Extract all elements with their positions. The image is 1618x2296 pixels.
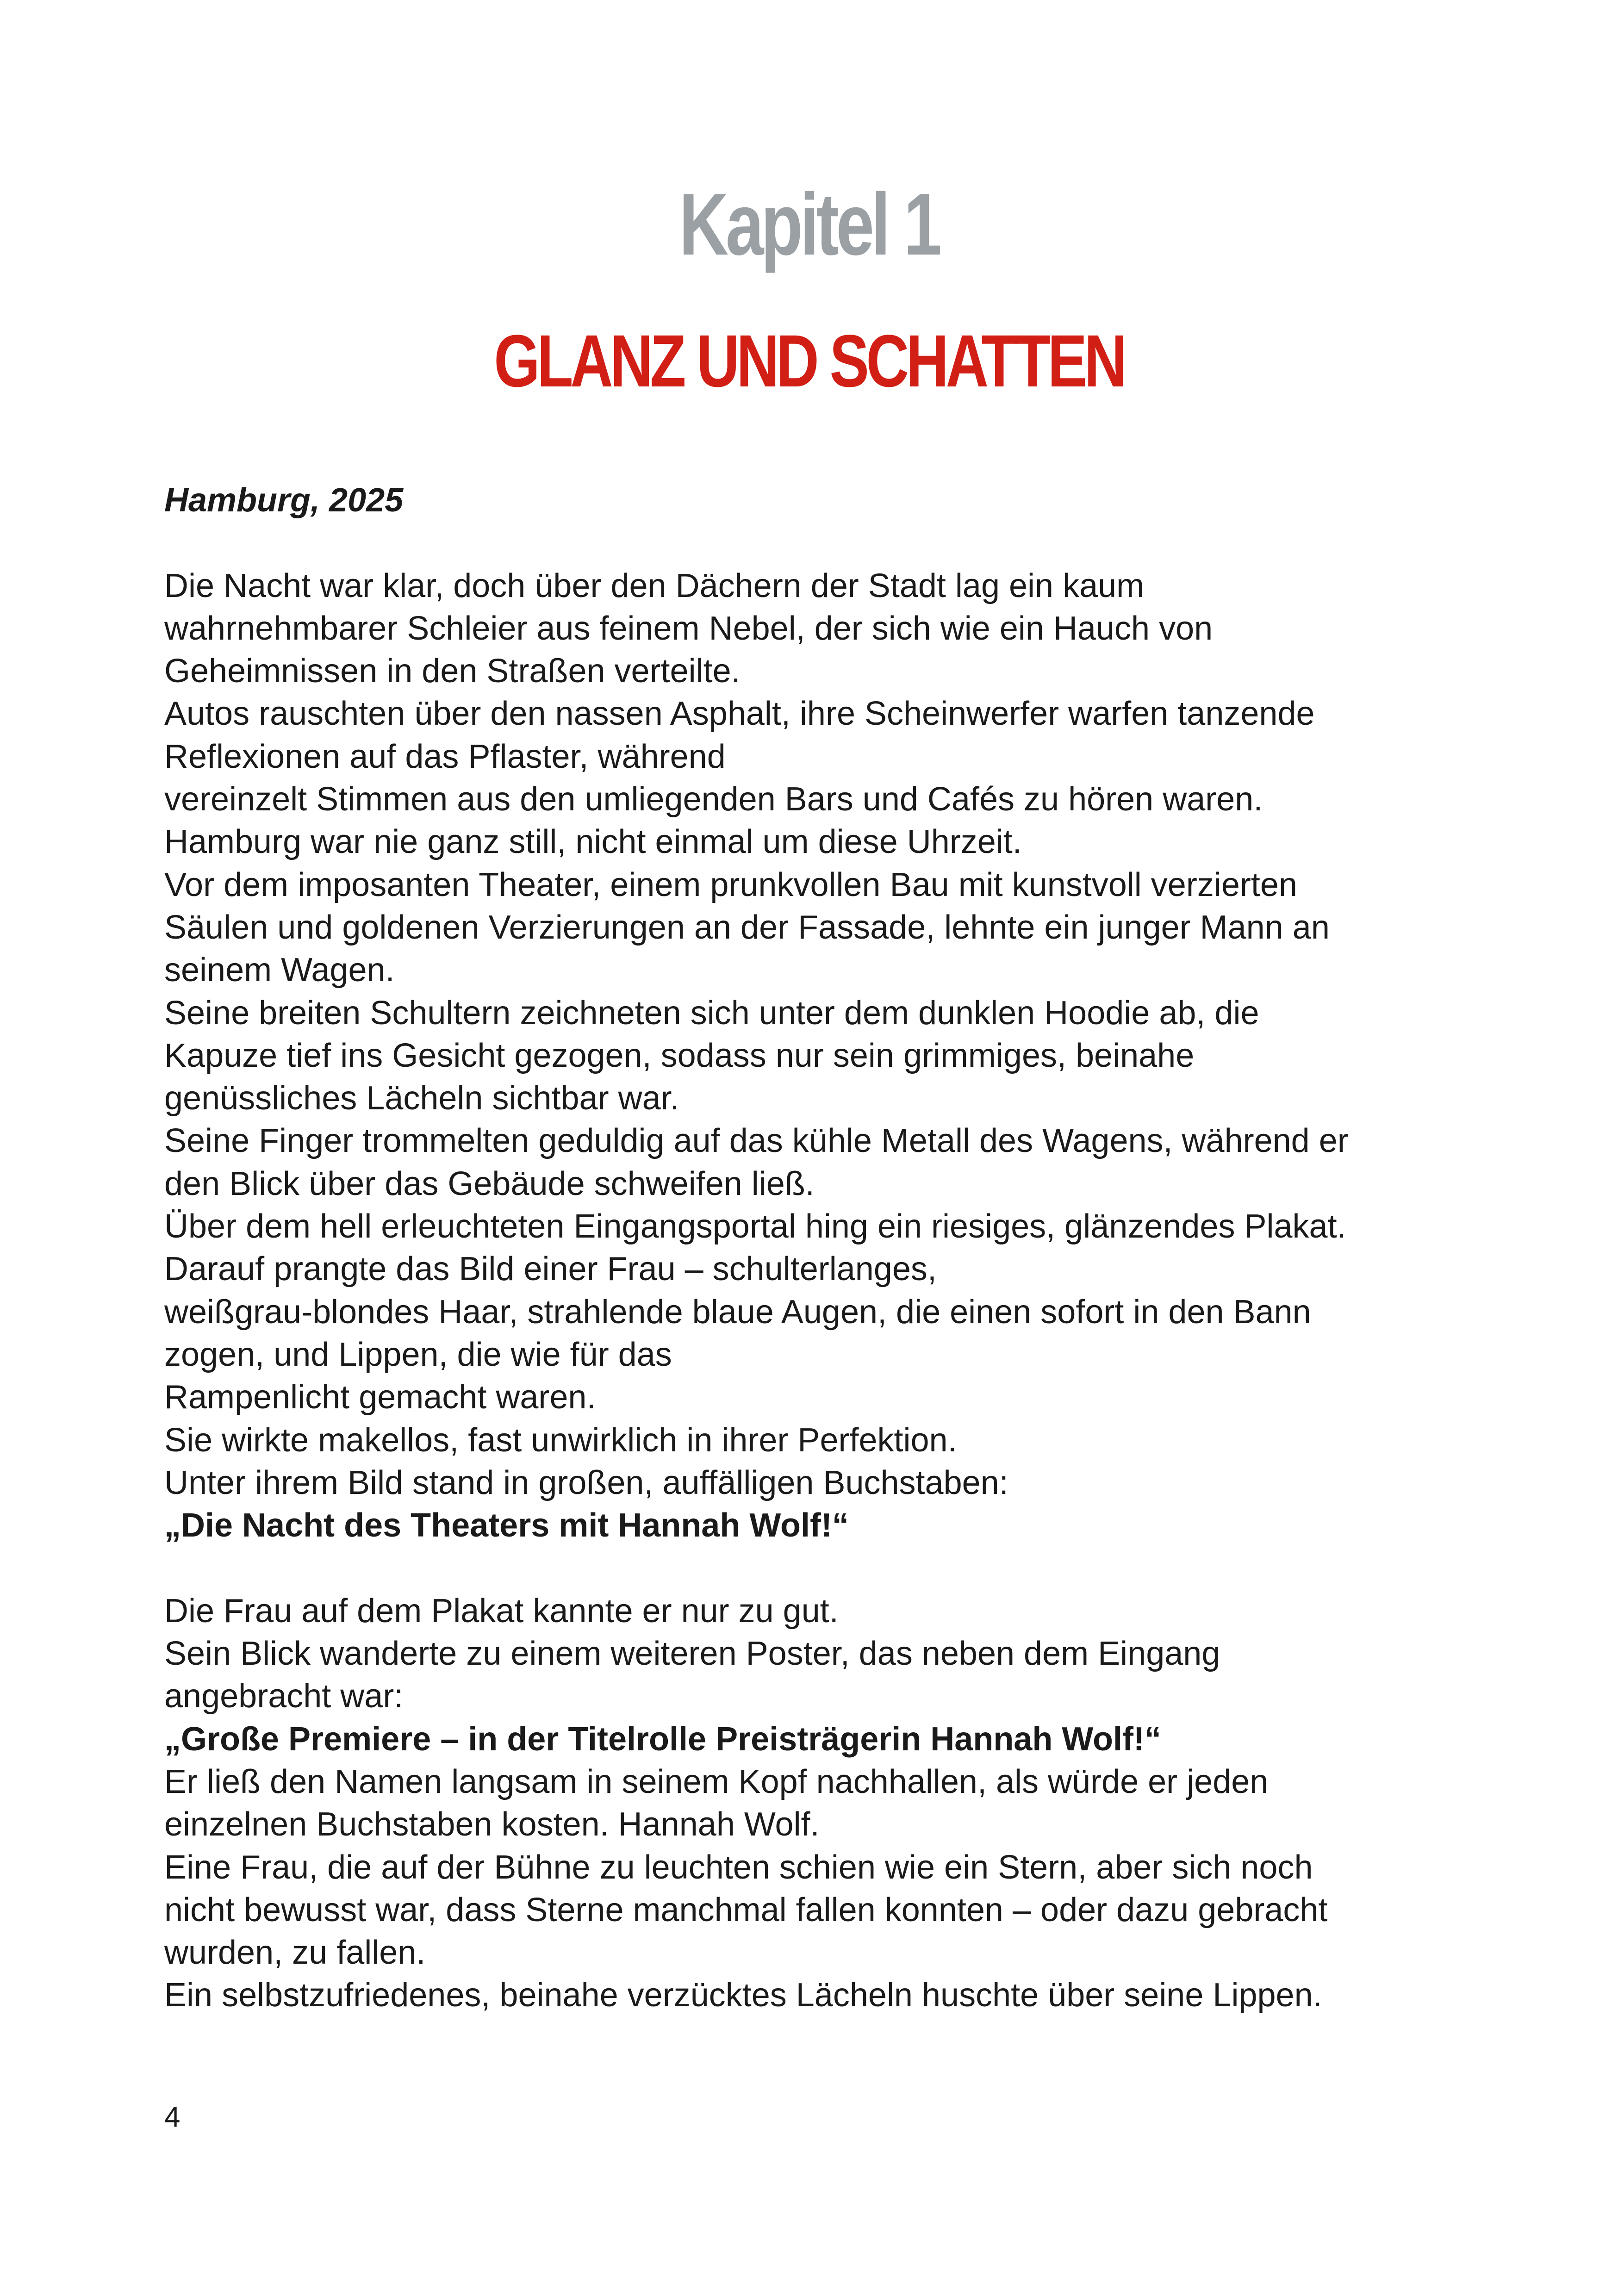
text-line: wurden, zu fallen. [164, 1934, 426, 1972]
text-line: nicht bewusst war, dass Sterne manchmal fallen konnten – oder dazu gebracht [164, 1891, 1328, 1929]
text-line: Geheimnissen in den Straßen verteilte. [164, 653, 741, 690]
text-line: Hamburg war nie ganz still, nicht einmal um diese Uhrzeit. [164, 823, 1022, 861]
poster-quote-1: „Die Nacht des Theaters mit Hannah Wolf!“ [164, 1507, 849, 1544]
text-line: wahrnehmbarer Schleier aus feinem Nebel, der sich wie ein Hauch von [164, 610, 1213, 647]
paragraph-1 [164, 565, 1460, 1505]
paragraph-3 [164, 1761, 1460, 2017]
paragraph-2 [164, 1590, 1460, 1718]
text-line: einzelnen Buchstaben kosten. Hannah Wolf. [164, 1806, 820, 1843]
text-line: den Blick über das Gebäude schweifen ließ. [164, 1165, 815, 1202]
chapter-label: Kapitel 1 [679, 175, 939, 274]
chapter-body [164, 479, 1460, 2017]
text-line: Reflexionen auf das Pflaster, während [164, 738, 726, 775]
poster-quote-2: „Große Premiere – in der Titelrolle Preisträgerin Hannah Wolf!“ [164, 1720, 1161, 1758]
text-line: Säulen und goldenen Verzierungen an der Fassade, lehnte ein junger Mann an [164, 908, 1330, 946]
blank-line [164, 522, 1460, 564]
text-line: weißgrau-blondes Haar, strahlende blaue Augen, die einen sofort in den Bann [164, 1293, 1311, 1331]
text-line: Rampenlicht gemacht waren. [164, 1379, 596, 1416]
text-line: zogen, und Lippen, die wie für das [164, 1336, 672, 1373]
text-line: Autos rauschten über den nassen Asphalt, ihre Scheinwerfer warfen tanzende [164, 695, 1315, 733]
text-line: seinem Wagen. [164, 952, 395, 989]
text-line: Eine Frau, die auf der Bühne zu leuchten schien wie ein Stern, aber sich noch [164, 1848, 1313, 1886]
text-line: Sie wirkte makellos, fast unwirklich in ihrer Perfektion. [164, 1421, 957, 1459]
text-line: Über dem hell erleuchteten Eingangsportal hing ein riesiges, glänzendes Plakat. [164, 1208, 1346, 1245]
text-line: Sein Blick wanderte zu einem weiteren Poster, das neben dem Eingang [164, 1635, 1220, 1673]
blank-line [164, 1547, 1460, 1589]
text-line: Die Nacht war klar, doch über den Dächern der Stadt lag ein kaum [164, 567, 1145, 604]
dateline: Hamburg, 2025 [164, 482, 404, 519]
text-line: Darauf prangte das Bild einer Frau – schulterlanges, [164, 1251, 937, 1288]
text-line: Seine Finger trommelten geduldig auf das kühle Metall des Wagens, während er [164, 1122, 1349, 1160]
text-line: Die Frau auf dem Plakat kannte er nur zu gut. [164, 1592, 839, 1630]
text-line: Unter ihrem Bild stand in großen, auffälligen Buchstaben: [164, 1464, 1008, 1501]
text-line: Kapuze tief ins Gesicht gezogen, sodass nur sein grimmiges, beinahe [164, 1037, 1195, 1074]
text-line: Seine breiten Schultern zeichneten sich unter dem dunklen Hoodie ab, die [164, 994, 1259, 1032]
text-line: genüssliches Lächeln sichtbar war. [164, 1080, 679, 1117]
text-line: Vor dem imposanten Theater, einem prunkvollen Bau mit kunstvoll verzierten [164, 866, 1297, 903]
text-line: angebracht war: [164, 1678, 404, 1715]
text-line: Ein selbstzufriedenes, beinahe verzücktes Lächeln huschte über seine Lippen. [164, 1977, 1322, 2014]
text-line: Er ließ den Namen langsam in seinem Kopf nachhallen, als würde er jeden [164, 1763, 1269, 1800]
page-number: 4 [164, 2101, 180, 2133]
text-line: vereinzelt Stimmen aus den umliegenden Bars und Cafés zu hören waren. [164, 781, 1263, 818]
chapter-title: GLANZ UND SCHATTEN [494, 319, 1124, 402]
